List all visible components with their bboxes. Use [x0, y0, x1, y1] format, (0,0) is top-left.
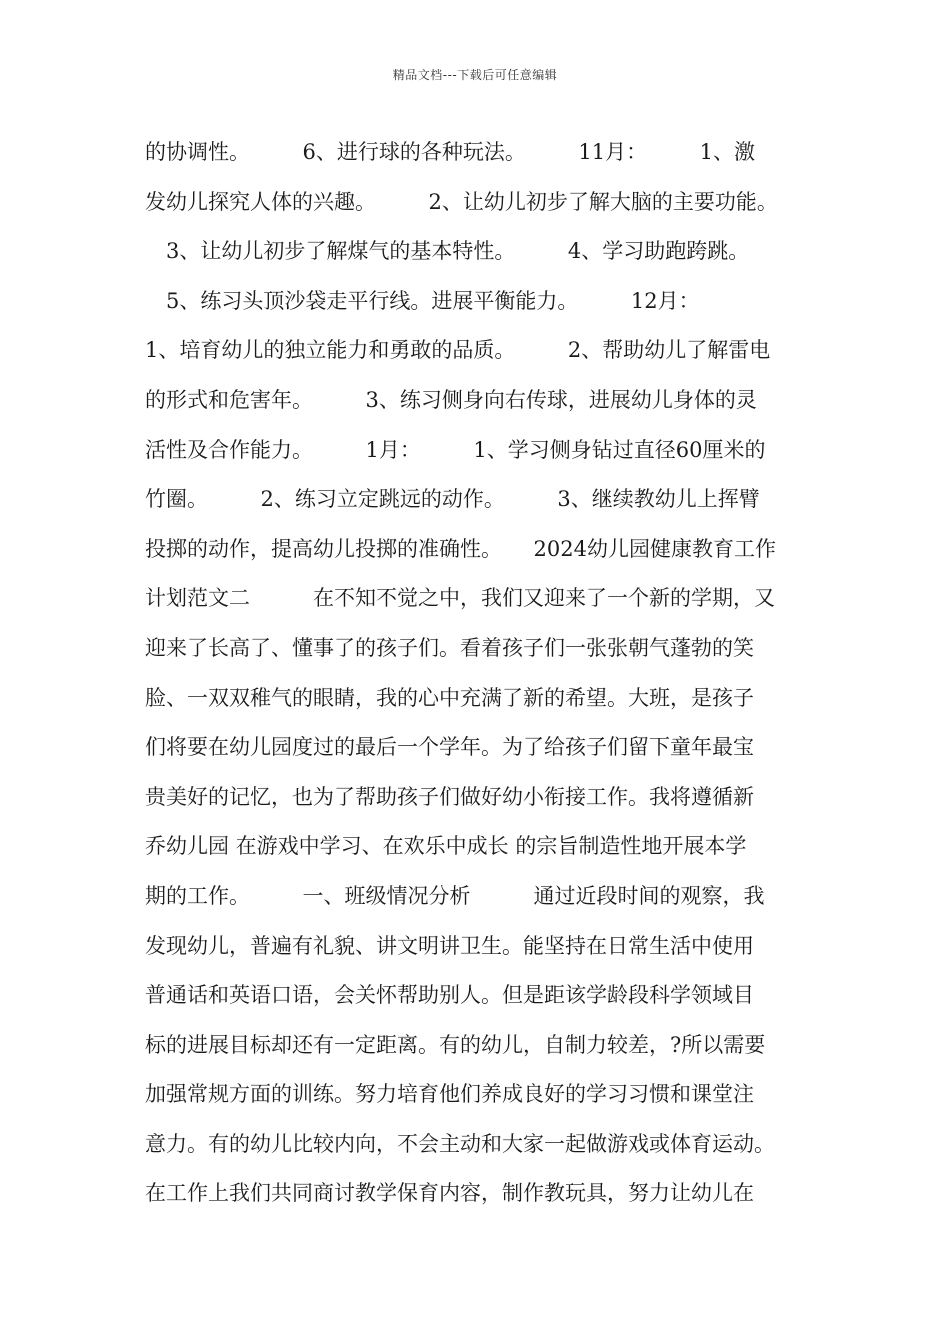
text-line: 发幼儿探究人体的兴趣。 2、让幼儿初步了解大脑的主要功能。: [145, 189, 778, 214]
text-line: 活性及合作能力。 1月： 1、学习侧身钻过直径60厘米的: [145, 437, 766, 462]
text-line: 标的进展目标却还有一定距离。有的幼儿，自制力较差，?所以需要: [145, 1032, 766, 1057]
text-line: 期的工作。 一、班级情况分析 通过近段时间的观察，我: [145, 883, 765, 908]
text-line: 脸、一双双稚气的眼睛，我的心中充满了新的希望。大班，是孩子: [145, 685, 754, 710]
text-line: 发现幼儿，普遍有礼貌、讲文明讲卫生。能坚持在日常生活中使用: [145, 933, 754, 958]
text-line: 加强常规方面的训练。努力培育他们养成良好的学习习惯和课堂注: [145, 1082, 754, 1107]
document-body: [145, 130, 835, 1221]
text-line: 迎来了长高了、懂事了的孩子们。看着孩子们一张张朝气蓬勃的笑: [145, 635, 754, 660]
text-line: 普通话和英语口语，会关怀帮助别人。但是距该学龄段科学领域目: [145, 983, 754, 1008]
text-line: 计划范文二 在不知不觉之中，我们又迎来了一个新的学期，又: [145, 586, 775, 611]
text-line: 5、练习头顶沙袋走平行线。进展平衡能力。 12月：: [145, 288, 700, 313]
text-line: 1、培育幼儿的独立能力和勇敢的品质。 2、帮助幼儿了解雷电: [145, 338, 771, 363]
text-line: 们将要在幼儿园度过的最后一个学年。为了给孩子们留下童年最宝: [145, 735, 754, 760]
text-line: 竹圈。 2、练习立定跳远的动作。 3、继续教幼儿上挥臂: [145, 487, 760, 512]
text-line: 投掷的动作，提高幼儿投掷的准确性。 2024幼儿园健康教育工作: [145, 536, 776, 561]
text-line: 意力。有的幼儿比较内向，不会主动和大家一起做游戏或体育运动。: [145, 1131, 775, 1156]
text-line: 乔幼儿园 在游戏中学习、在欢乐中成长 的宗旨制造性地开展本学: [145, 834, 747, 859]
text-line: 的形式和危害年。 3、练习侧身向右传球，进展幼儿身体的灵: [145, 387, 757, 412]
text-line: 3、让幼儿初步了解煤气的基本特性。 4、学习助跑跨跳。: [145, 239, 750, 264]
page-header: 精品文档---下载后可任意编辑: [392, 68, 558, 82]
text-line: 贵美好的记忆，也为了帮助孩子们做好幼小衔接工作。我将遵循新: [145, 784, 754, 809]
text-line: 的协调性。 6、进行球的各种玩法。 11月： 1、激: [145, 140, 755, 164]
text-line: 在工作上我们共同商讨教学保育内容，制作教玩具，努力让幼儿在: [145, 1181, 754, 1206]
